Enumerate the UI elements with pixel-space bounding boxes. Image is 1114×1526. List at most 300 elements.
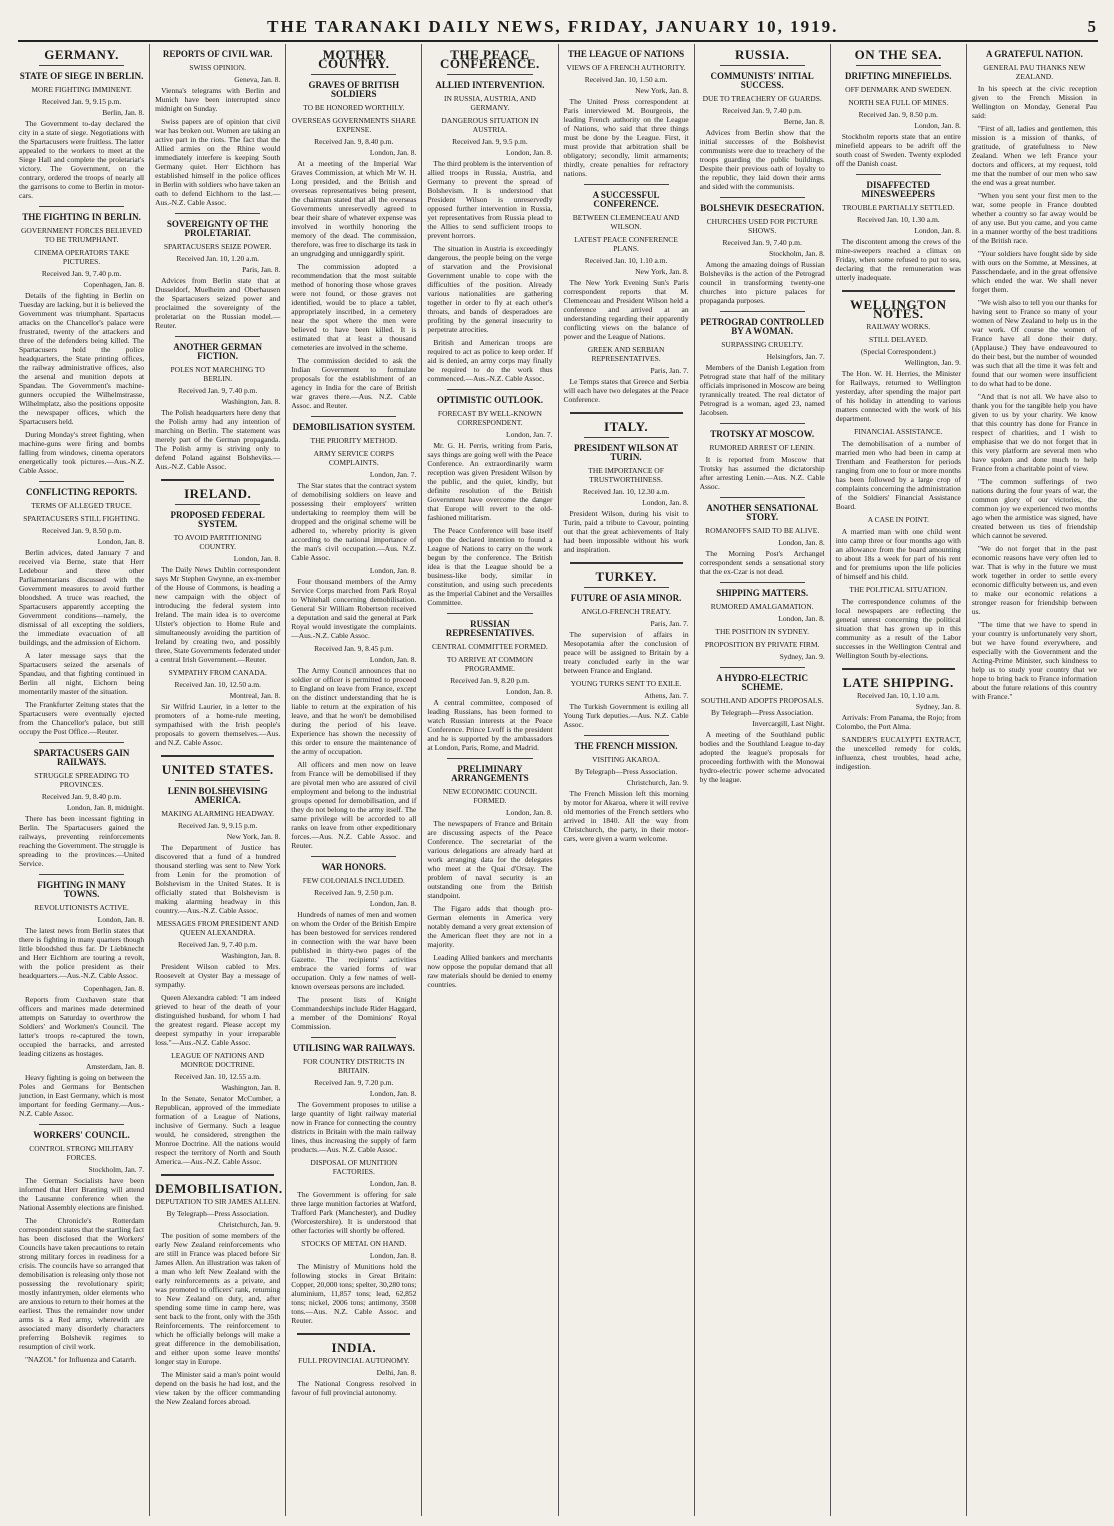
section-heading: IRELAND.	[184, 486, 252, 501]
place-dateline: Washington, Jan. 8.	[221, 1083, 281, 1092]
article-subheading: CONTROL STRONG MILITARY FORCES.	[29, 1144, 134, 1162]
section-heading: ON THE SEA.	[854, 47, 942, 62]
section-heading: RUSSIA.	[734, 47, 790, 62]
article-rule	[720, 423, 805, 424]
place-dateline: London, Jan. 8.	[369, 655, 417, 664]
article-paragraph: The correspondence columns of the local newspapers are reflecting the general unrest concerning the political situation that has grown up in this community as a result of the Labor successes in the Wellington Central and Wellington South by-elections.	[835, 597, 961, 660]
place-dateline: London, Jan. 8.	[914, 121, 961, 130]
section-rule	[161, 479, 274, 481]
article-rule	[39, 874, 124, 875]
article-paragraph: Arrivals: From Panama, the Rojo; from Colombo, the Port Alma.	[835, 713, 961, 731]
column-2	[150, 44, 286, 1516]
article-rule	[720, 582, 805, 583]
article-paragraph: The position of some members of the early New Zealand reinforcements who are still in France was placed before Sir James Allen. An illustration was taken of a man who left New Zealand with the early reinforcements as a private, and was promoted to officers' rank, returning to New Zealand on duty, and, after spending some time in camp here, was sent back to the front, only with the 35th Reinforcements. The reinforcement to which he officially belongs will make a great difference in the demobilisation, and either upon some leave months' longer stay in Europe.	[155, 1231, 281, 1366]
dateline: Received Jan. 10, 1.50 a.m.	[584, 75, 668, 84]
article-headline: STATE OF SIEGE IN BERLIN.	[19, 71, 144, 81]
section-rule	[842, 290, 955, 292]
place-dateline: Paris, Jan. 7.	[650, 619, 689, 628]
article-rule	[447, 389, 532, 390]
article-headline: COMMUNISTS' INITIAL SUCCESS.	[710, 71, 814, 90]
article-paragraph: The situation in Austria is exceedingly dangerous, the people being on the verge of starvation and the Provisional Government unable to cope with the difficulties of the position. Already various nationalities are gathering together in order to fly at each other's throats, and bands of desperadoes are profiting by the general insecurity to perpetrate atrocities.	[427, 244, 553, 334]
dateline: Received Jan. 9, 8.45 p.m.	[314, 644, 394, 653]
article-paragraph: In his speech at the civic reception given to the French Mission in Wellington on Monday, General Pau said:	[971, 84, 1097, 120]
section-rule	[570, 562, 683, 564]
article-paragraph: Reports from Cuxhaven state that officers and marines made determined attempts on Saturday to overthrow the Soldiers' and Workmen's Council. The latter's troops re-captured the town, occupied the barracks, and arrested leading citizens as hostages.	[19, 995, 145, 1058]
article-subheading: MESSAGES FROM PRESIDENT AND QUEEN ALEXANDRA.	[156, 919, 279, 937]
article-subheading: GOVERNMENT FORCES BELIEVED TO BE TRIUMPHANT.	[21, 226, 143, 244]
article-subheading: ANGLO-FRENCH TREATY.	[581, 607, 671, 616]
article-subheading: STOCKS OF METAL ON HAND.	[301, 1239, 407, 1248]
place-dateline: London, Jan. 8.	[914, 226, 961, 235]
article-rule	[856, 65, 941, 66]
article-paragraph: Queen Alexandra cabled: "I am indeed grieved to hear of the death of your distinguished husband, for whom I had the greatest regard. Please accept my deepest sympathy in your irreparable loss."—Aus.-N.Z. Cable Assoc.	[155, 993, 281, 1047]
article-paragraph: The commission decided to ask the Indian Government to formulate proposals for the establishment of an agency in India for the care of British war graves there.—Aus. N.Z. Cable Assoc. and Reuter.	[291, 356, 417, 410]
place-dateline: Paris, Jan. 8.	[242, 265, 281, 274]
article-headline: A SUCCESSFUL CONFERENCE.	[592, 190, 660, 209]
dateline: Received Jan. 10, 12.30 a.m.	[582, 487, 670, 496]
article-headline: DEMOBILISATION SYSTEM.	[292, 422, 415, 432]
article-rule	[584, 735, 669, 736]
article-paragraph: The Peace Conference will base itself upon the declared intention to found a League of Nations to carry on the work begun by the conference. The British idea is that the League should be a business-like body, similar in constitution, and using such precedents as the Imperial Cabinet and the Versailles Committee.	[427, 526, 553, 607]
column-6	[695, 44, 831, 1516]
place-dateline: London, Jan. 8.	[506, 808, 553, 817]
article-subheading: NEW ECONOMIC COUNCIL FORMED.	[442, 787, 537, 805]
article-rule	[311, 856, 396, 857]
article-paragraph: Berlin advices, dated January 7 and received via Berne, state that Herr Ledebour and three other Parliamentarians discussed with the Government measures to avoid further bloodshed. A truce was reached, the Spartacusers apparently accepting the Government conditions—namely, the dismissal of all excepting the soldiers, the immediate evacuation of all buildings, and the admission of Eichorn.	[19, 548, 145, 647]
article-subheading: ROMANOFFS SAID TO BE ALIVE.	[705, 526, 820, 535]
article-rule	[39, 742, 124, 743]
article-headline: BOLSHEVIK DESECRATION.	[700, 203, 825, 213]
section-rule	[161, 1174, 274, 1176]
article-paragraph: A later message says that the Spartacusers seized the arsenals of Spandau, and that fighting continued in Berlin all night, Eichorn being momentarily master of the situation.	[19, 651, 145, 696]
article-paragraph: Members of the Danish Legation from Petrograd state that half of the military officials imprisoned in Moscow are being tyrannically treated. The real dictator of Petrograd is a woman, aged 23, named Jacobsen.	[699, 363, 825, 417]
section-heading: TURKEY.	[595, 569, 657, 584]
place-dateline: New York, Jan. 8.	[226, 832, 281, 841]
article-paragraph: President Wilson, during his visit to Turin, paid a tribute to Cavour, pointing out that the great achievements of Italy had been impossible without his work and inspiration.	[563, 509, 689, 554]
article-subheading: THE POLITICAL SITUATION.	[849, 585, 948, 594]
article-paragraph: The Chronicle's Rotterdam correspondent states that the startling fact has been disclosed that the Workers' Councils have taken precautions to retain strong military forces in readiness for a crisis. The councils have so arranged that demobilisation is releasing only those not possessing the revolutionary spirit; mostly infantrymen, older elements who are anxious to return to their homes at the earliest. Thus the remainder now under arms is a Red army, wherewith are associated many disorderly characters preferring Bolshevik regimes to resumption of civil work.	[19, 1216, 145, 1351]
article-paragraph: The commission adopted a recommendation that the most suitable method of honoring those whose graves were not found, or those graves not identified, would be to place a tablet, appropriately inscribed, in a cemetery near the spot where the men were believed to have been killed. It is estimated that at least a thousand cemeteries are involved in the scheme.	[291, 262, 417, 352]
article-subheading: DISPOSAL OF MUNITION FACTORIES.	[310, 1158, 398, 1176]
article-paragraph: SANDER'S EUCALYPTI EXTRACT, the unexcelled remedy for colds, influenza, chest troubles, head ache, indigestion.	[835, 735, 961, 771]
article-headline: GRAVES OF BRITISH SOLDIERS	[308, 80, 400, 99]
article-subheading: A CASE IN POINT.	[867, 515, 929, 524]
section-heading: WELLINGTON NOTES.	[850, 297, 947, 321]
article-subheading: THE POSITION IN SYDNEY.	[715, 627, 809, 636]
article-paragraph: During Monday's street fighting, when machine-guns were firing and bombs falling from windows, cinema operators energetically took pictures.—Aus.-N.Z. Cable Assoc.	[19, 430, 145, 475]
dateline: Received Jan. 9, 8.50 p.m.	[41, 526, 122, 535]
column-5	[559, 44, 695, 1516]
article-subheading: TO BE HONORED WORTHILY.	[303, 103, 405, 112]
dateline: Received Jan. 9, 8.20 p.m.	[450, 676, 530, 685]
article-subheading: THE PRIORITY METHOD.	[310, 436, 398, 445]
article-subheading: FEW COLONIALS INCLUDED.	[302, 876, 405, 885]
article-paragraph: The National Congress resolved in favour of full provincial autonomy.	[291, 1379, 417, 1397]
article-subheading: DUE TO TREACHERY OF GUARDS.	[702, 94, 822, 103]
article-rule	[311, 74, 396, 75]
article-paragraph: The Morning Post's Archangel correspondent sends a sensational story that the ex-Czar is not dead.	[699, 549, 825, 576]
article-paragraph: Stockholm reports state that an entire minefield appears to be adrift off the south coast of Sweden. Twenty exploded off the Danish coast.	[835, 132, 961, 168]
place-dateline: London, Jan. 8, midnight.	[66, 803, 145, 812]
article-paragraph: The supervision of affairs in Mesopotamia after the conclusion of peace will be assigned to Britain by a treaty concluded early in the war between France and England.	[563, 630, 689, 675]
article-subheading: SURPASSING CRUELTY.	[721, 340, 804, 349]
article-subheading: STILL DELAYED.	[869, 335, 928, 344]
article-rule	[584, 437, 669, 438]
article-subheading: SOUTHLAND ADOPTS PROPOSALS.	[700, 696, 824, 705]
article-rule	[175, 336, 260, 337]
place-dateline: Geneva, Jan. 8.	[234, 75, 281, 84]
article-subheading: PROPOSITION BY PRIVATE FIRM.	[704, 640, 820, 649]
article-paragraph: The French Mission left this morning by motor for Akaroa, where it will revive old memories of the French settlers who arrived in 1840. All the way from Christchurch, the party, in their motor-cars, were given a warm welcome.	[563, 789, 689, 843]
article-headline: CONFLICTING REPORTS.	[25, 487, 138, 497]
place-dateline: Washington, Jan. 8.	[221, 951, 281, 960]
place-dateline: Copenhagen, Jan. 8.	[83, 280, 145, 289]
section-heading: GERMANY.	[44, 47, 119, 62]
dateline: (Special Correspondent.)	[860, 347, 936, 356]
dateline: By Telegraph—Press Association.	[574, 767, 678, 776]
article-subheading: FOR COUNTRY DISTRICTS IN BRITAIN.	[303, 1057, 405, 1075]
article-subheading: TO AVOID PARTITIONING COUNTRY.	[173, 533, 262, 551]
place-dateline: Wellington, Jan. 9.	[904, 358, 961, 367]
article-paragraph: Advices from Berlin show that the initial successes of the Bolshevist communists were due to treachery of the troops guarding the public buildings. Despite their previous oath of loyalty to the republic, they laid down their arms and sided with the communists.	[699, 128, 825, 191]
article-paragraph: At a meeting of the Imperial War Graves Commission, at which Mr W. H. Long presided, and the British and overseas representatives being present, the chairman stated that all the overseas Governments unreservedly agreed to bear their share of whatever expense was involved in worthily honoring the memory of the dead. The commission, therefore, was free to discharge its task in an ungrudging and unniggardly spirit.	[291, 159, 417, 258]
article-subheading: GENERAL PAU THANKS NEW ZEALAND.	[983, 63, 1086, 81]
article-paragraph: The third problem is the intervention of allied troops in Russia, Austria, and Germany to prevent the spread of Bolshevism. It is understood that President Wilson is unreservedly opposed further intervention in Russia, yet representatives from Russia plead to the Allies to send sufficient troops to prevent horrors.	[427, 159, 553, 240]
article-paragraph: The German Socialists have been informed that Herr Branting will attend the Lausanne conference when the National Assembly elections are finished.	[19, 1176, 145, 1212]
place-dateline: London, Jan. 8.	[778, 538, 825, 547]
section-heading: MOTHER COUNTRY.	[318, 47, 390, 71]
article-headline: TROTSKY AT MOSCOW.	[710, 429, 815, 439]
article-rule	[856, 174, 941, 175]
article-paragraph: Heavy fighting is going on between the Poles and Germans for Bentschen junction, in East Germany, which is most important for feeding Germany.—Aus.-N.Z. Cable Assoc.	[19, 1073, 145, 1118]
article-subheading: STRUGGLE SPREADING TO PROVINCES.	[34, 771, 129, 789]
dateline: Received Jan. 10, 1.30 a.m.	[856, 215, 940, 224]
dateline: By Telegraph—Press Association.	[166, 1209, 269, 1218]
dateline: Received Jan. 9, 8.40 p.m.	[41, 792, 122, 801]
article-paragraph: The Government is offering for sale three large munition factories at Watford, Trafford Park (Manchester), and Dudley (Worcestershire). It is understood that other factories will shortly be offered.	[291, 1190, 417, 1235]
article-paragraph: In the Senate, Senator McCumber, a Republican, approved of the immediate formation of a League of Nations, inclusive of Germany. Such a league would, he considered, strengthen the Monroe Doctrine. All the nations would respect the territory of North and South America.—Aus.-N.Z. Cable Assoc.	[155, 1094, 281, 1166]
article-subheading: NORTH SEA FULL OF MINES.	[848, 98, 949, 107]
article-subheading: DEPUTATION TO SIR JAMES ALLEN.	[155, 1197, 281, 1206]
article-headline: PRESIDENT WILSON AT TURIN.	[574, 443, 679, 462]
article-paragraph: "And that is not all. We have also to thank you for the tangible help you have given to us by your charity. We know that this country has done for France in respect of charities, and I wish to emphasise that we do not forget that in this very platform are several men who have spoken and done much to help France from a charitable point of view.	[971, 392, 1097, 473]
dateline: Received Jan. 9, 7.40 p.m.	[178, 940, 258, 949]
place-dateline: New York, Jan. 8.	[635, 267, 689, 276]
article-subheading: OVERSEAS GOVERNMENTS SHARE EXPENSE.	[291, 116, 416, 134]
article-subheading: VIEWS OF A FRENCH AUTHORITY.	[566, 63, 686, 72]
place-dateline: Helsingfors, Jan. 7.	[766, 352, 825, 361]
article-headline: THE LEAGUE OF NATIONS	[567, 49, 685, 59]
article-headline: SHIPPING MATTERS.	[716, 588, 809, 598]
article-rule	[39, 1124, 124, 1125]
article-subheading: FULL PROVINCIAL AUTONOMY.	[298, 1356, 410, 1365]
article-subheading: MORE FIGHTING IMMINENT.	[31, 85, 132, 94]
section-heading: THE PEACE CONFERENCE.	[440, 47, 540, 71]
article-rule	[175, 780, 260, 781]
article-paragraph: It is reported from Moscow that Trotsky has assumed the dictatorship after arresting Lenin.—Aus. N.Z. Cable Assoc.	[699, 455, 825, 491]
place-dateline: Invercargill, Last Night.	[752, 719, 825, 728]
article-subheading: TO ARRIVE AT COMMON PROGRAMME.	[446, 655, 534, 673]
article-headline: LENIN BOLSHEVISING AMERICA.	[167, 786, 268, 805]
place-dateline: London, Jan. 8.	[97, 537, 145, 546]
column-1	[14, 44, 150, 1516]
article-paragraph: The Ministry of Munitions hold the following stocks in Great Britain: Copper, 20,000 tons; spelter, 30,280 tons; aluminium, 11,857 tons; lead, 62,852 tons; nickel, 2006 tons; antimony, 3508 tons.—Aus. N.Z. Cable Assoc. and Reuter.	[291, 1262, 417, 1325]
article-paragraph: "Your soldiers have fought side by side with ours on the Somme, at Messines, at Passchendaele, and in the great offensive which ended the war. We shall never forget them.	[971, 249, 1097, 294]
section-heading: INDIA.	[331, 1340, 377, 1355]
article-subheading: TROUBLE PARTIALLY SETTLED.	[842, 203, 955, 212]
dateline: Received Jan. 9, 7.40 p.m.	[178, 386, 258, 395]
section-rule	[297, 1333, 410, 1335]
place-dateline: London, Jan. 8.	[233, 554, 281, 563]
article-rule	[720, 497, 805, 498]
article-paragraph: The Star states that the contract system of demobilising soldiers on leave and possessing their employers' written undertaking to reemploy them will be dropped and the original scheme will be adhered to, whereby priority is given according to the national importance of the man's civil occupation.—Aus. N.Z. Cable Assoc.	[291, 481, 417, 562]
article-subheading: LATEST PEACE CONFERENCE PLANS.	[574, 235, 678, 253]
article-headline: SPARTACUSERS GAIN RAILWAYS.	[33, 748, 130, 767]
place-dateline: New York, Jan. 8.	[635, 86, 689, 95]
article-headline: ANOTHER SENSATIONAL STORY.	[706, 503, 818, 522]
place-dateline: Stockholm, Jan. 8.	[769, 249, 825, 258]
article-headline: FUTURE OF ASIA MINOR.	[570, 593, 682, 603]
article-subheading: REVOLUTIONISTS ACTIVE.	[34, 903, 129, 912]
article-paragraph: Swiss papers are of opinion that civil war has broken out. Women are taking an active part in the riots. The fact that the Allied armies on the Rhine would immediately interfere is keeping South Germany quiet. Herr Eichhorn has established himself in the police offices in Berlin with soldiers who have taken an oath to defend Eichhorn to the last.—Aus.-N.Z. Cable Assoc.	[155, 117, 281, 207]
place-dateline: London, Jan. 8.	[369, 1089, 417, 1098]
dateline: Received Jan. 9, 9.5 p.m.	[452, 137, 528, 146]
masthead-title: THE TARANAKI DAILY NEWS, FRIDAY, JANUARY 10, 1919.	[267, 17, 839, 36]
dateline: Received Jan. 10, 12.55 a.m.	[174, 1072, 261, 1081]
place-dateline: London, Jan. 8.	[369, 148, 417, 157]
place-dateline: Sydney, Jan. 8.	[915, 702, 961, 711]
article-headline: DRIFTING MINEFIELDS.	[845, 71, 952, 81]
dateline: Received Jan. 10, 12.50 a.m.	[174, 680, 261, 689]
place-dateline: London, Jan. 8.	[642, 498, 689, 507]
article-headline: PRELIMINARY ARRANGEMENTS	[451, 764, 529, 783]
article-paragraph: The newspapers of France and Britain are discussing aspects of the Peace Conference. The secretariat of the various delegations are already hard at work arranging data for the delegates who meet at the Quai d'Orsay. The problem of naval security is an outstanding one from the British standpoint.	[427, 819, 553, 900]
article-rule	[584, 184, 669, 185]
place-dateline: London, Jan. 8.	[369, 1251, 417, 1260]
article-subheading: MAKING ALARMING HEADWAY.	[161, 809, 275, 818]
place-dateline: Christchurch, Jan. 9.	[218, 1220, 281, 1229]
place-dateline: Amsterdam, Jan. 8.	[86, 1062, 145, 1071]
article-rule	[720, 65, 805, 66]
article-paragraph: All officers and men now on leave from France will be demobilised if they are pivotal men who are assured of civil employment and belong to the industrial groups opened for demobilisation, and if they do not belong to the army itself. The same privilege will be accorded to all ranks on leave from other expeditionary forces.—Aus. N.Z. Cable Assoc. and Reuter.	[291, 760, 417, 850]
article-paragraph: The present lists of Knight Commanderships include Rider Haggard, a member of the Dominions' Royal Commission.	[291, 995, 417, 1031]
place-dateline: London, Jan. 8.	[369, 1179, 417, 1188]
place-dateline: London, Jan. 8.	[506, 148, 553, 157]
article-paragraph: The Hon. W. H. Herries, the Minister for Railways, returned to Wellington yesterday, after spending the major part of his holiday in attending to various matters connected with the work of his department.	[835, 369, 961, 423]
article-paragraph: Hundreds of names of men and women on whom the Order of the British Empire has been bestowed for services rendered in connection with the war have been published in thirty-two pages of the Gazette. The recipients' activities embrace the varied forms of war occupation. Only a few names of well-known overseas persons are included.	[291, 910, 417, 991]
article-rule	[720, 311, 805, 312]
section-rule	[570, 412, 683, 414]
article-rule	[175, 213, 260, 214]
article-rule	[447, 613, 532, 614]
place-dateline: Copenhagen, Jan. 8.	[83, 984, 145, 993]
article-paragraph: There has been incessant fighting in Berlin. The Spartacusers gained the railways, preventing reinforcements reaching the Government. The struggle is spreading to the provinces.—United Service.	[19, 814, 145, 868]
article-subheading: YOUNG TURKS SENT TO EXILE.	[570, 679, 682, 688]
article-paragraph: Vienna's telegrams with Berlin and Munich have been interrupted since midnight on Sunday.	[155, 86, 281, 113]
article-paragraph: President Wilson cabled to Mrs. Roosevelt at Oyster Bay a message of sympathy.	[155, 962, 281, 989]
article-paragraph: The Daily News Dublin correspondent says Mr Stephen Gwynne, an ex-member of the House of Commons, is heading a new campaign with the object of introducing the federal system into Ireland. The main idea is to overcome Ulster's objection to Home Rule and simultaneously avoiding the partition of Ireland by creating two, and possibly three, State Governments federated under a central Irish Government.—Reuter.	[155, 565, 281, 664]
article-paragraph: "When you sent your first men to the war, some people in France doubted whether a country so far away would be of any use. But you came, and you came in a manner worthy of the best traditions of the British race.	[971, 191, 1097, 245]
article-paragraph: "The time that we have to spend in your country is unfortunately very short, but we have found everywhere, and especially with the Government and the Acting-Prime Minister, such kindness to help us to study your country that we hope to bring back to France information about the future relations of this country with France."	[971, 620, 1097, 701]
article-rule	[311, 416, 396, 417]
page-number: 5	[1087, 17, 1098, 36]
dateline: Received Jan. 9, 7.40 p.m.	[722, 238, 802, 247]
dateline: Received Jan. 10, 1.10 a.m.	[584, 256, 668, 265]
article-paragraph: The Polish headquarters here deny that the Polish army had any intention of marching on Berlin. The statement was merely part of the German propaganda. The Polish army is striving only to defend Poland against Bolsheviks.—Aus.-N.Z. Cable Assoc.	[155, 408, 281, 471]
article-paragraph: Mr. G. H. Perris, writing from Paris, says things are going well with the Peace Conference. An extraordinarily warm reception was given President Wilson by the public, and the quiet, kindly, but definite resolution of the British Government have overcome the danger that Europe will revert to the old-fashioned militarism.	[427, 441, 553, 522]
section-heading: LATE SHIPPING.	[842, 675, 954, 690]
place-dateline: Delhi, Jan. 8.	[376, 1368, 417, 1377]
columns	[14, 44, 1102, 1516]
dateline: Received Jan. 9, 9.15 p.m.	[178, 821, 258, 830]
column-3	[286, 44, 422, 1516]
article-rule	[720, 197, 805, 198]
article-paragraph: The Army Council announces that no soldier or officer is permitted to proceed to England on leave from France, except on the distinct understanding that he is liable to return at the expiration of his leave, and that he won't be demobilised during the period of his leave. Experience has shown the necessity of this order to ensure the maintenance of the army of occupation.	[291, 666, 417, 756]
article-subheading: CENTRAL COMMITTEE FORMED.	[432, 642, 548, 651]
article-paragraph: "We do not forget that in the past economic reasons have very often led to war. That is why in the future we must work together in order to settle every economic difficulty between us, and even to make our economic relations a stronger reason for friendship between us.	[971, 544, 1097, 616]
article-subheading: FORECAST BY WELL-KNOWN CORRESPONDENT.	[437, 409, 542, 427]
dateline: Received Jan. 9, 7.20 p.m.	[314, 1078, 394, 1087]
article-subheading: RUMORED AMALGAMATION.	[710, 602, 814, 611]
article-subheading: VISITING AKAROA.	[592, 755, 661, 764]
article-subheading: SPARTACUSERS SEIZE POWER.	[163, 242, 272, 251]
place-dateline: London, Jan. 8.	[369, 899, 417, 908]
article-subheading: CINEMA OPERATORS TAKE PICTURES.	[34, 248, 130, 266]
article-subheading: SWISS OPINION.	[189, 63, 247, 72]
section-heading: UNITED STATES.	[161, 762, 274, 777]
place-dateline: Stockholm, Jan. 7.	[88, 1165, 145, 1174]
article-headline: UTILISING WAR RAILWAYS.	[292, 1043, 415, 1053]
article-paragraph: The demobilisation of a number of married men who had been in camp at Trentham and Featherston for periods ranging from one to four or more months has been followed by a large crop of complaints concerning the administration of the Soldiers' Financial Assistance Board.	[835, 439, 961, 511]
article-paragraph: A married man with one child went into camp three or four months ago with an allowance from the board amounting to about 18s a week for part of his rent and for premiums upon the life policies of himself and his child.	[835, 527, 961, 581]
article-headline: ANOTHER GERMAN FICTION.	[173, 342, 263, 361]
article-paragraph: The New York Evening Sun's Paris correspondent reports that M. Clemenceau and President Wilson held a conference and arrived at an understanding regarding their apparently conflicting views on the balance of power and the League of Nations.	[563, 278, 689, 341]
place-dateline: Berne, Jan. 8.	[783, 117, 825, 126]
article-subheading: BETWEEN CLEMENCEAU AND WILSON.	[572, 213, 680, 231]
section-rule	[161, 755, 274, 757]
article-rule	[447, 74, 532, 75]
dateline: Received Jan. 9, 7.40 p.m.	[41, 269, 122, 278]
article-subheading: RUMORED ARREST OF LENIN.	[709, 443, 815, 452]
article-rule	[720, 667, 805, 668]
place-dateline: London, Jan. 8.	[369, 566, 417, 575]
section-heading: DEMOBILISATION.	[155, 1181, 283, 1196]
place-dateline: London, Jan. 8.	[778, 614, 825, 623]
article-headline: PETROGRAD CONTROLLED BY A WOMAN.	[700, 317, 825, 336]
place-dateline: Berlin, Jan. 8.	[102, 108, 145, 117]
section-heading: ITALY.	[604, 419, 649, 434]
article-paragraph: The Department of Justice has discovered that a fund of a hundred thousand sterling was sent to New York from Lenin for the promotion of Bolshevism in the United States. It is officially stated that Bolshevism is making alarming headway in this country.—Aus.-N.Z. Cable Assoc.	[155, 843, 281, 915]
article-headline: WORKERS' COUNCIL.	[33, 1130, 130, 1140]
article-headline: ALLIED INTERVENTION.	[435, 80, 545, 90]
article-paragraph: Sir Wilfrid Laurier, in a letter to the promoters of a home-rule meeting, sympathised with the Irish people's proposals to govern themselves.—Aus. and N.Z. Cable Assoc.	[155, 702, 281, 747]
article-rule	[39, 481, 124, 482]
article-paragraph: The Turkish Government is exiling all Young Turk deputies.—Aus. N.Z. Cable Assoc.	[563, 702, 689, 729]
article-headline: PROPOSED FEDERAL SYSTEM.	[170, 510, 265, 529]
article-paragraph: British and American troops are required to act as police to keep order. If aid is denied, an army corps may finally be required to do the work thus commenced.—Aus.-N.Z. Cable Assoc.	[427, 338, 553, 383]
dateline: Received Jan. 9, 9.15 p.m.	[41, 97, 122, 106]
article-rule	[447, 758, 532, 759]
dateline: Received Jan. 10, 1.20 a.m.	[176, 254, 260, 263]
dateline: Received Jan. 9, 8.40 p.m.	[314, 137, 394, 146]
place-dateline: Montreal, Jan. 8.	[229, 691, 281, 700]
place-dateline: Sydney, Jan. 9.	[779, 652, 825, 661]
column-4	[422, 44, 558, 1516]
article-paragraph: Advices from Berlin state that at Dusseldorf, Muelheim and Oberhausen the Spartacusers seized power and proclaimed the sovereignty of the proletariat on the Russian model.—Reuter.	[155, 276, 281, 330]
article-subheading: OFF DENMARK AND SWEDEN.	[845, 85, 952, 94]
article-paragraph: "The common sufferings of two nations during the four years of war, the common glory of our victories, the common joy we experienced two months ago when the armistice was signed, have created between us ties of friendship which cannot be severed.	[971, 477, 1097, 540]
article-headline: REPORTS OF CIVIL WAR.	[162, 49, 273, 59]
article-paragraph: The latest news from Berlin states that there is fighting in many quarters though little bloodshed thus far. Dr Liebknecht and Herr Eichhorn are touring a revolt, with the police president as their headquarters.—Aus.-N.Z. Cable Assoc.	[19, 926, 145, 980]
article-paragraph: The Minister said a man's point would depend on the basis he had lost, and the view taken by the officer commanding the New Zealand forces abroad.	[155, 1370, 281, 1406]
column-7	[831, 44, 967, 1516]
article-headline: A GRATEFUL NATION.	[985, 49, 1083, 59]
article-subheading: LEAGUE OF NATIONS AND MONROE DOCTRINE.	[171, 1051, 265, 1069]
article-headline: SOVEREIGNTY OF THE PROLETARIAT.	[166, 219, 269, 238]
masthead	[18, 14, 1098, 42]
place-dateline: London, Jan. 8.	[506, 687, 553, 696]
article-headline: OPTIMISTIC OUTLOOK.	[436, 395, 543, 405]
article-subheading: ARMY SERVICE CORPS COMPLAINTS.	[313, 449, 394, 467]
article-rule	[175, 504, 260, 505]
article-rule	[39, 206, 124, 207]
article-subheading: SYMPATHY FROM CANADA.	[168, 668, 267, 677]
place-dateline: London, Jan. 7.	[506, 430, 553, 439]
article-subheading: POLES NOT MARCHING TO BERLIN.	[170, 365, 265, 383]
article-paragraph: Four thousand members of the Army Service Corps marched from Park Royal to Whitehall concerning demobilisation. General Sir William Robertson received a deputation and said the general at Park Royal would investigate the complaints.—Aus.-N.Z. Cable Assoc.	[291, 577, 417, 640]
article-subheading: THE IMPORTANCE OF TRUSTWORTHINESS.	[588, 466, 664, 484]
article-paragraph: A meeting of the Southland public bodies and the Southland League to-day adopted the league's proposals for proceeding forthwith with the Monowai hydro-electric power scheme advocated by the league.	[699, 730, 825, 784]
dateline: Received Jan. 9, 8.50 p.m.	[858, 110, 938, 119]
article-paragraph: Le Temps states that Greece and Serbia will each have two delegates at the Peace Conference.	[563, 377, 689, 404]
article-paragraph: The Government proposes to utilise a large quantity of light railway material now in France for connecting the country districts in Britain with the main railway lines, thus increasing the supply of farm products.—Aus. N.Z. Cable Assoc.	[291, 1100, 417, 1154]
article-headline: A HYDRO-ELECTRIC SCHEME.	[716, 673, 809, 692]
article-paragraph: The United Press correspondent at Paris interviewed M. Bourgeois, the leading French authority on the League of Nations, who said that three things must be done by the League. First, it must provide that arbitration shall be obligatory; secondly, limit armaments; thirdly, create penalties for refractory nations.	[563, 97, 689, 178]
article-headline: RUSSIAN REPRESENTATIVES.	[445, 619, 535, 638]
article-rule	[584, 587, 669, 588]
article-subheading: SPARTACUSERS STILL FIGHTING.	[23, 514, 140, 523]
article-paragraph: The Frankfurter Zeitung states that the Spartacusers were eventually ejected from the Chancellor's palace, but still occupy the Post Office.—Reuter.	[19, 700, 145, 736]
section-rule	[842, 668, 955, 670]
article-paragraph: The Figaro adds that though pro-German elements in America very notably demand a very great extension of the American fleet they are not in a majority.	[427, 904, 553, 949]
article-subheading: FINANCIAL ASSISTANCE.	[854, 427, 943, 436]
article-paragraph: Leading Allied bankers and merchants now oppose the popular demand that all raw materials should be denied to enemy countries.	[427, 953, 553, 989]
article-headline: THE FIGHTING IN BERLIN.	[22, 212, 141, 222]
article-subheading: RAILWAY WORKS.	[866, 322, 931, 331]
article-rule	[311, 1037, 396, 1038]
article-headline: FIGHTING IN MANY TOWNS.	[37, 880, 126, 899]
place-dateline: Athens, Jan. 7.	[644, 691, 689, 700]
article-headline: WAR HONORS.	[321, 862, 387, 872]
article-subheading: IN RUSSIA, AUSTRIA, AND GERMANY.	[443, 94, 536, 112]
dateline: Received Jan. 10, 1.10 a.m.	[856, 691, 940, 700]
article-paragraph: A central committee, composed of leading Russians, has been formed to watch Russian interests at the Peace Conference. Prince Lvoff is the president and he is supported by the ambassadors at London, Paris, Rome, and Madrid.	[427, 698, 553, 752]
place-dateline: Paris, Jan. 7.	[650, 366, 689, 375]
place-dateline: London, Jan. 7.	[369, 470, 417, 479]
column-8	[967, 44, 1102, 1516]
article-subheading: DANGEROUS SITUATION IN AUSTRIA.	[441, 116, 539, 134]
article-paragraph: The discontent among the crews of the mine-sweepers reached a climax on Friday, when some refused to put to sea, declaring that the remuneration was utterly inadequate.	[835, 237, 961, 282]
article-paragraph: The Government to-day declared the city in a state of siege. Negotiations with the Spartacusers were fruitless. The latter appealed to the workers to meet at the Siege Hall and complete the proletariat's victory. The Government, on the contrary, ordered the troops of nearly all the garrisons to come to Berlin in motor-cars.	[19, 119, 145, 200]
dateline: Received Jan. 9, 7.40 p.m.	[722, 106, 802, 115]
place-dateline: London, Jan. 8.	[97, 915, 145, 924]
advertisement-line: "NAZOL" for Influenza and Catarrh.	[25, 1355, 137, 1364]
article-paragraph: Among the amazing doings of Russian Bolsheviks is the action of the Petrograd council in transforming twenty-one churches into picture palaces for propaganda purposes.	[699, 260, 825, 305]
article-headline: DISAFFECTED MINESWEEPERS	[861, 180, 936, 199]
article-subheading: GREEK AND SERBIAN REPRESENTATIVES.	[587, 345, 665, 363]
place-dateline: Christchurch, Jan. 9.	[626, 778, 689, 787]
article-paragraph: "First of all, ladies and gentlemen, this mission is a mission of thanks, of gratitude, of gratefulness to New Zealand. When we left France your doctors and officers, at my request, told me that the number of our men who saw the end was a great number.	[971, 124, 1097, 187]
